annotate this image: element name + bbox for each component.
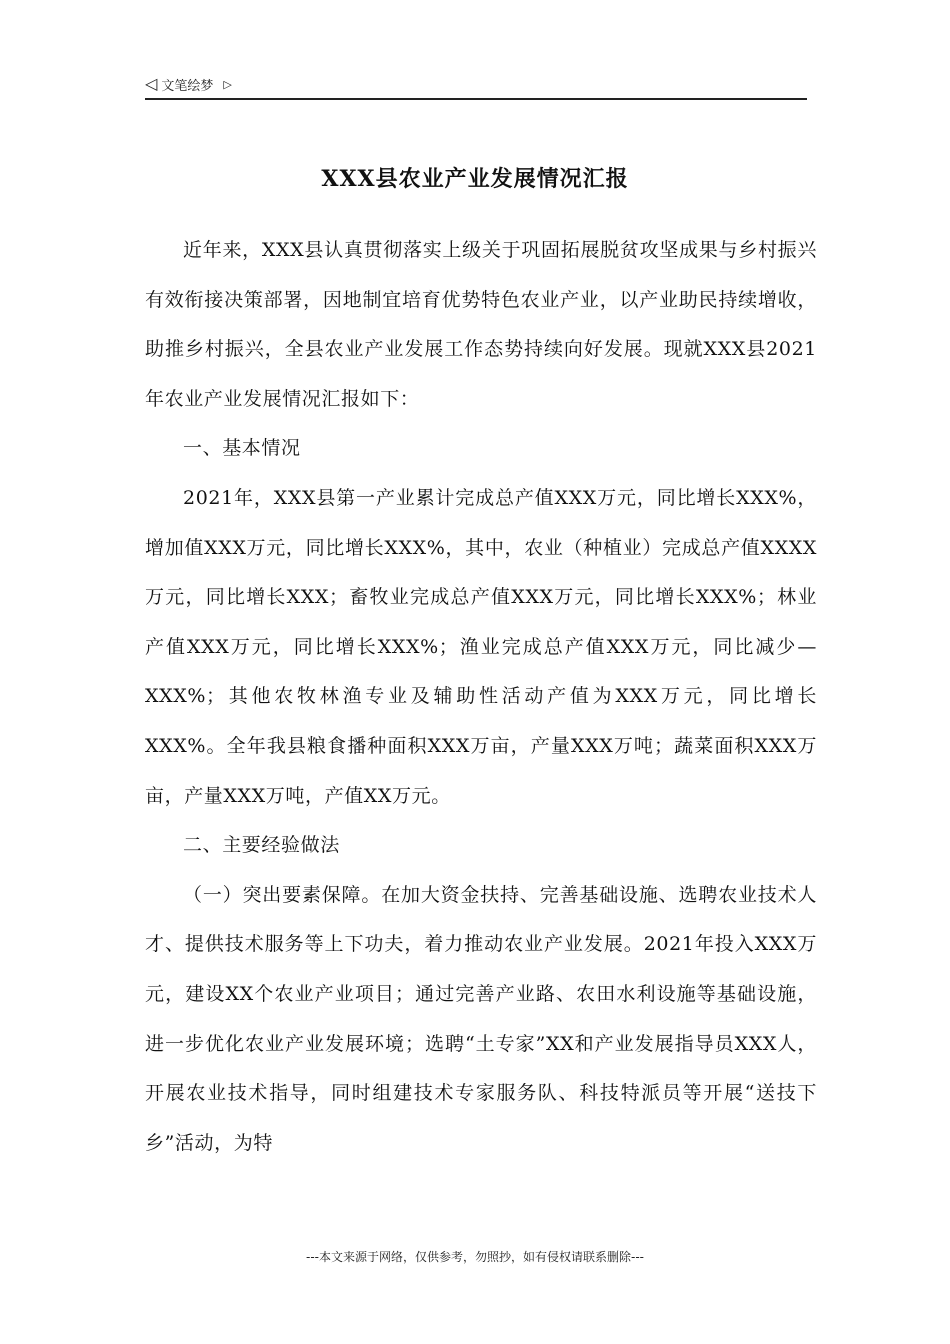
document-body bbox=[145, 226, 817, 1168]
paragraph-factor-guarantee: （一）突出要素保障。在加大资金扶持、完善基础设施、选聘农业技术人才、提供技术服务等上下功夫，着力推动农业产业发展。2021年投入XXX万元，建设XX个农业产业项目；通过完善产业路、农田水利设施等基础设施，进一步优化农业产业发展环境；选聘“土专家”XX和产业发展指导员XXX人，开展农业技术指导，同时组建技术专家服务队、科技特派员等开展“送技下乡”活动，为特 bbox=[145, 883, 817, 1154]
footer-disclaimer: ---本文来源于网络，仅供参考，勿照抄，如有侵权请联系删除--- bbox=[306, 1250, 644, 1264]
triangle-left-icon: ◁ bbox=[145, 74, 158, 93]
document-title: XXX县农业产业发展情况汇报 bbox=[321, 166, 629, 192]
paragraph-basic-stats: 2021年，XXX县第一产业累计完成总产值XXX万元，同比增长XXX%，增加值XXX万元，同比增长XXX%，其中，农业（种植业）完成总产值XXXX万元，同比增长XXX；畜牧业完成总产值XXX万元，同比增长XXX%；林业产值XXX万元，同比增长XXX%；渔业完成总产值XXX万元，同比减少—XXX%；其他农牧林渔专业及辅助性活动产值为XXX万元，同比增长XXX%。全年我县粮食播种面积XXX万亩，产量XXX万吨；蔬菜面积XXX万亩，产量XXX万吨，产值XX万元。 bbox=[145, 486, 817, 807]
page-header bbox=[145, 70, 807, 100]
paragraph-intro: 近年来，XXX县认真贯彻落实上级关于巩固拓展脱贫攻坚成果与乡村振兴有效衔接决策部署，因地制宜培育优势特色农业产业，以产业助民持续增收，助推乡村振兴，全县农业产业发展工作态势持续向好发展。现就XXX县2021年农业产业发展情况汇报如下： bbox=[145, 239, 817, 410]
section-heading-experience: 二、主要经验做法 bbox=[183, 834, 340, 857]
triangle-right-icon: ▷ bbox=[223, 77, 232, 91]
section-heading-basic: 一、基本情况 bbox=[183, 437, 301, 460]
header-brand-text: 文笔绘梦 bbox=[161, 78, 214, 94]
